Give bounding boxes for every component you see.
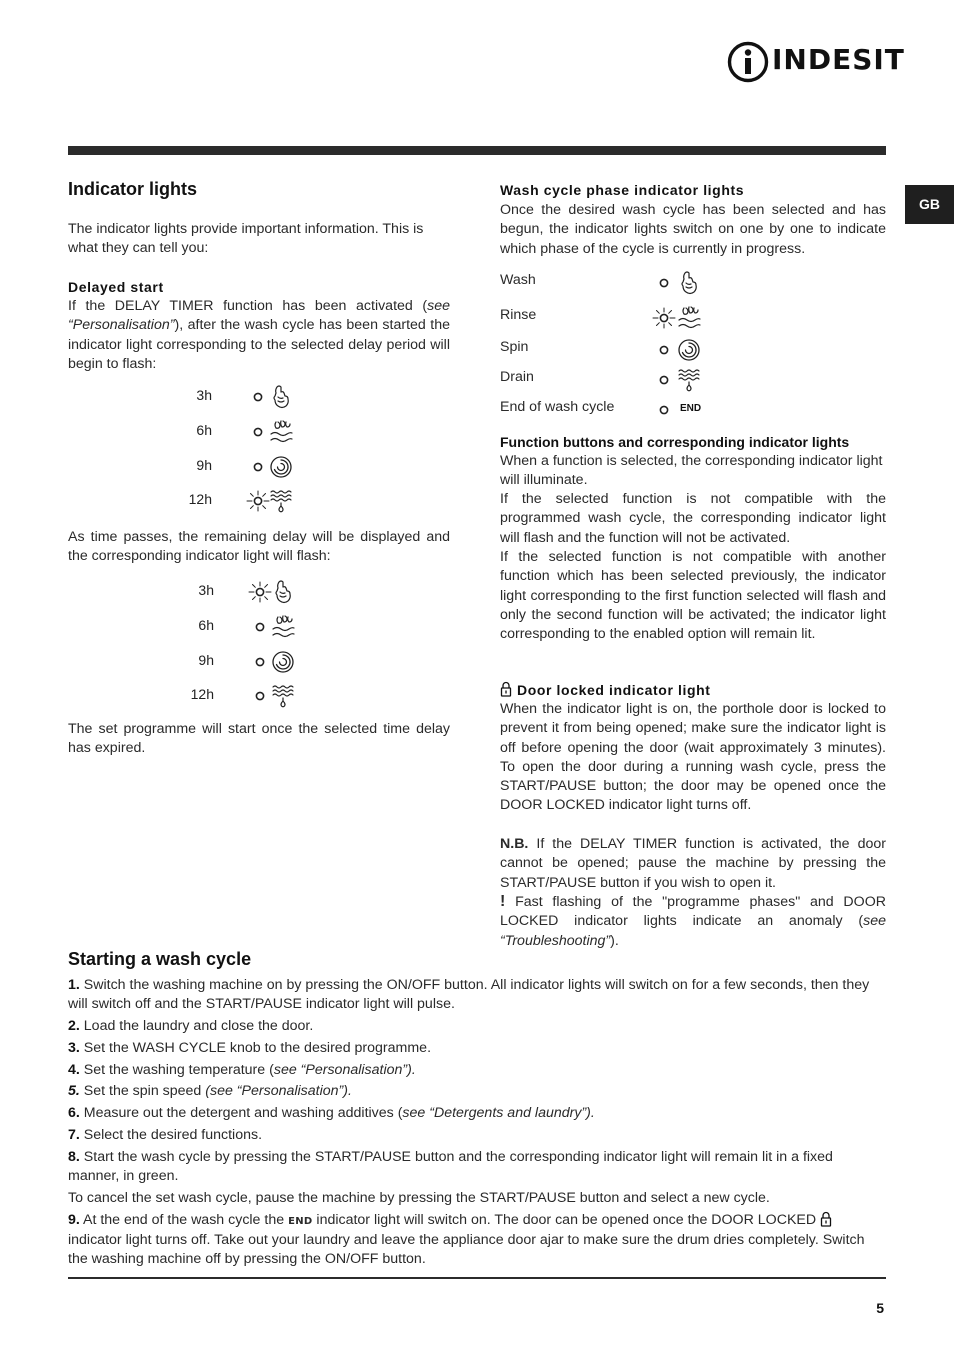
phase-row-drain [500,367,700,393]
function-buttons-text-1: When a function is selected, the corresponding indicator light will illuminate. [500,453,883,489]
delay-remaining-text: As time passes, the remaining delay will be displayed and the corresponding indicator light will flash: [68,529,450,565]
lock-icon [820,1211,832,1227]
step-3: 3. Set the WASH CYCLE knob to the desired programme. [68,1039,432,1056]
step-8: 8. Start the wash cycle by pressing the START/PAUSE button and the corresponding indicator light will remain lit in a fixed manner, in green. [68,1148,833,1184]
spin-icon [676,337,702,363]
indicator-lights-title: Indicator lights [68,179,198,199]
brand-name: INDESIT [772,43,905,76]
phase-row-spin [500,337,700,363]
wash-icon [270,579,296,605]
phase-label: Wash [500,272,536,288]
door-locked-heading: Door locked indicator light [500,681,886,698]
drain-icon [268,488,294,514]
warning-icon: ! [500,893,506,910]
indicator-light-icon [652,369,676,391]
indicator-light-flashing-icon [652,307,676,329]
phase-label: End of wash cycle [500,399,615,415]
cancel-note: To cancel the set wash cycle, pause the machine by pressing the START/PAUSE button and select a new cycle. [68,1189,770,1206]
delay-label: 6h [196,422,212,438]
delay-end-text: The set programme will start once the selected time delay has expired. [68,721,450,757]
spin-icon [268,454,294,480]
step-7: 7. Select the desired functions. [68,1126,263,1143]
indicator-light-flashing-icon [248,581,272,603]
function-buttons-text-3: If the selected function is not compatible with another function which has been selected previously, the indicator light corresponding to the first function selected will flash and only the second function will be activated; the indicator light corresponding to the enabled option will remain lit. [500,549,886,643]
step-9: 9. At the end of the wash cycle the END indicator light will switch on. The door can be opened once the DOOR LOCKED indicator light turns off. Take out your laundry and leave the appliance door ajar to make sure the drum dries completely. Switch the washing machine off by pressing the ON/OFF button. [68,1211,865,1267]
anomaly-warning: ! Fast flashing of the "programme phases" and DOOR LOCKED indicator lights indicate an anomaly (see “Troubleshooting”). [500,893,886,949]
page-number: 5 [876,1300,884,1316]
door-locked-nb: N.B. If the DELAY TIMER function is activated, the door cannot be opened; pause the machine by pressing the START/PAUSE button if you wish to open it. [500,836,886,891]
lock-icon [500,681,512,697]
drain-icon [676,367,702,393]
language-tab: GB [905,185,954,224]
delay-label: 12h [188,491,212,507]
wash-icon [268,384,294,410]
step-4: 4. Set the washing temperature (see “Personalisation”). [68,1061,416,1078]
indicator-light-flashing-icon [246,490,270,512]
bottom-divider [68,1277,886,1279]
function-buttons-heading: Function buttons and corresponding indicator lights [500,434,850,450]
drain-icon [270,683,296,709]
indicator-light-icon [652,272,676,294]
delay-label: 12h [190,686,214,702]
delayed-start-heading: Delayed start [68,279,164,295]
starting-wash-cycle-title: Starting a wash cycle [68,949,252,969]
delayed-start-text: If the DELAY TIMER function has been activated (see “Personalisation”), after the wash cycle has been started the indicator light corresponding to the selected delay period will begin to flash: [68,298,450,372]
delay-label: 3h [198,582,214,598]
end-icon: END [288,1215,313,1227]
brand-logo [726,40,905,84]
indicator-light-icon [248,616,272,638]
indicator-light-icon [248,685,272,707]
steps-list [68,976,886,1272]
delay-label: 9h [196,457,212,473]
phase-label: Rinse [500,307,537,323]
phase-row-end [500,397,700,423]
rinse-icon [270,614,296,640]
end-icon: END [680,403,702,414]
indicator-light-icon [652,339,676,361]
step-2: 2. Load the laundry and close the door. [68,1018,314,1034]
indicator-lights-intro: The indicator lights provide important information. This is what they can tell you: [68,221,424,257]
step-1: 1. Switch the washing machine on by pressing the ON/OFF button. All indicator lights will switch on for a few seconds, then they will switch off and the START/PAUSE indicator light will pulse. [68,977,870,1013]
function-buttons-text-2: If the selected function is not compatible with the programmed wash cycle, the corresponding indicator light will flash and the function will not be activated. [500,491,886,546]
rinse-icon [676,305,702,331]
indicator-light-icon [652,399,676,421]
indicator-light-icon [248,651,272,673]
indicator-light-icon [246,421,270,443]
top-divider [68,146,886,155]
delay-label: 6h [198,617,214,633]
delay-label: 3h [196,387,212,403]
phase-row-wash [500,270,700,296]
phase-label: Drain [500,369,534,385]
phase-label: Spin [500,339,529,355]
indesit-logo-icon [726,40,770,84]
spin-icon [270,649,296,675]
step-6: 6. Measure out the detergent and washing additives (see “Detergents and laundry”). [68,1105,595,1122]
indicator-light-icon [246,456,270,478]
rinse-icon [268,419,294,445]
indicator-light-icon [246,386,270,408]
door-locked-text: When the indicator light is on, the porthole door is locked to prevent it from being opened; make sure the indicator light is off before opening the door (wait approximately 3 minutes). To open the door during a running wash cycle, press the START/PAUSE button; the door may be opened once the DOOR LOCKED indicator light turns off. [500,701,886,814]
phase-lights-text: Once the desired wash cycle has been selected and has begun, the indicator lights switch on one by one to indicate which phase of the cycle is currently in progress. [500,202,886,257]
phase-lights-heading: Wash cycle phase indicator lights [500,182,745,198]
step-5: 5. Set the spin speed (see “Personalisation”). [68,1083,352,1100]
phase-row-rinse [500,305,700,331]
delay-label: 9h [198,652,214,668]
wash-icon [676,270,702,296]
